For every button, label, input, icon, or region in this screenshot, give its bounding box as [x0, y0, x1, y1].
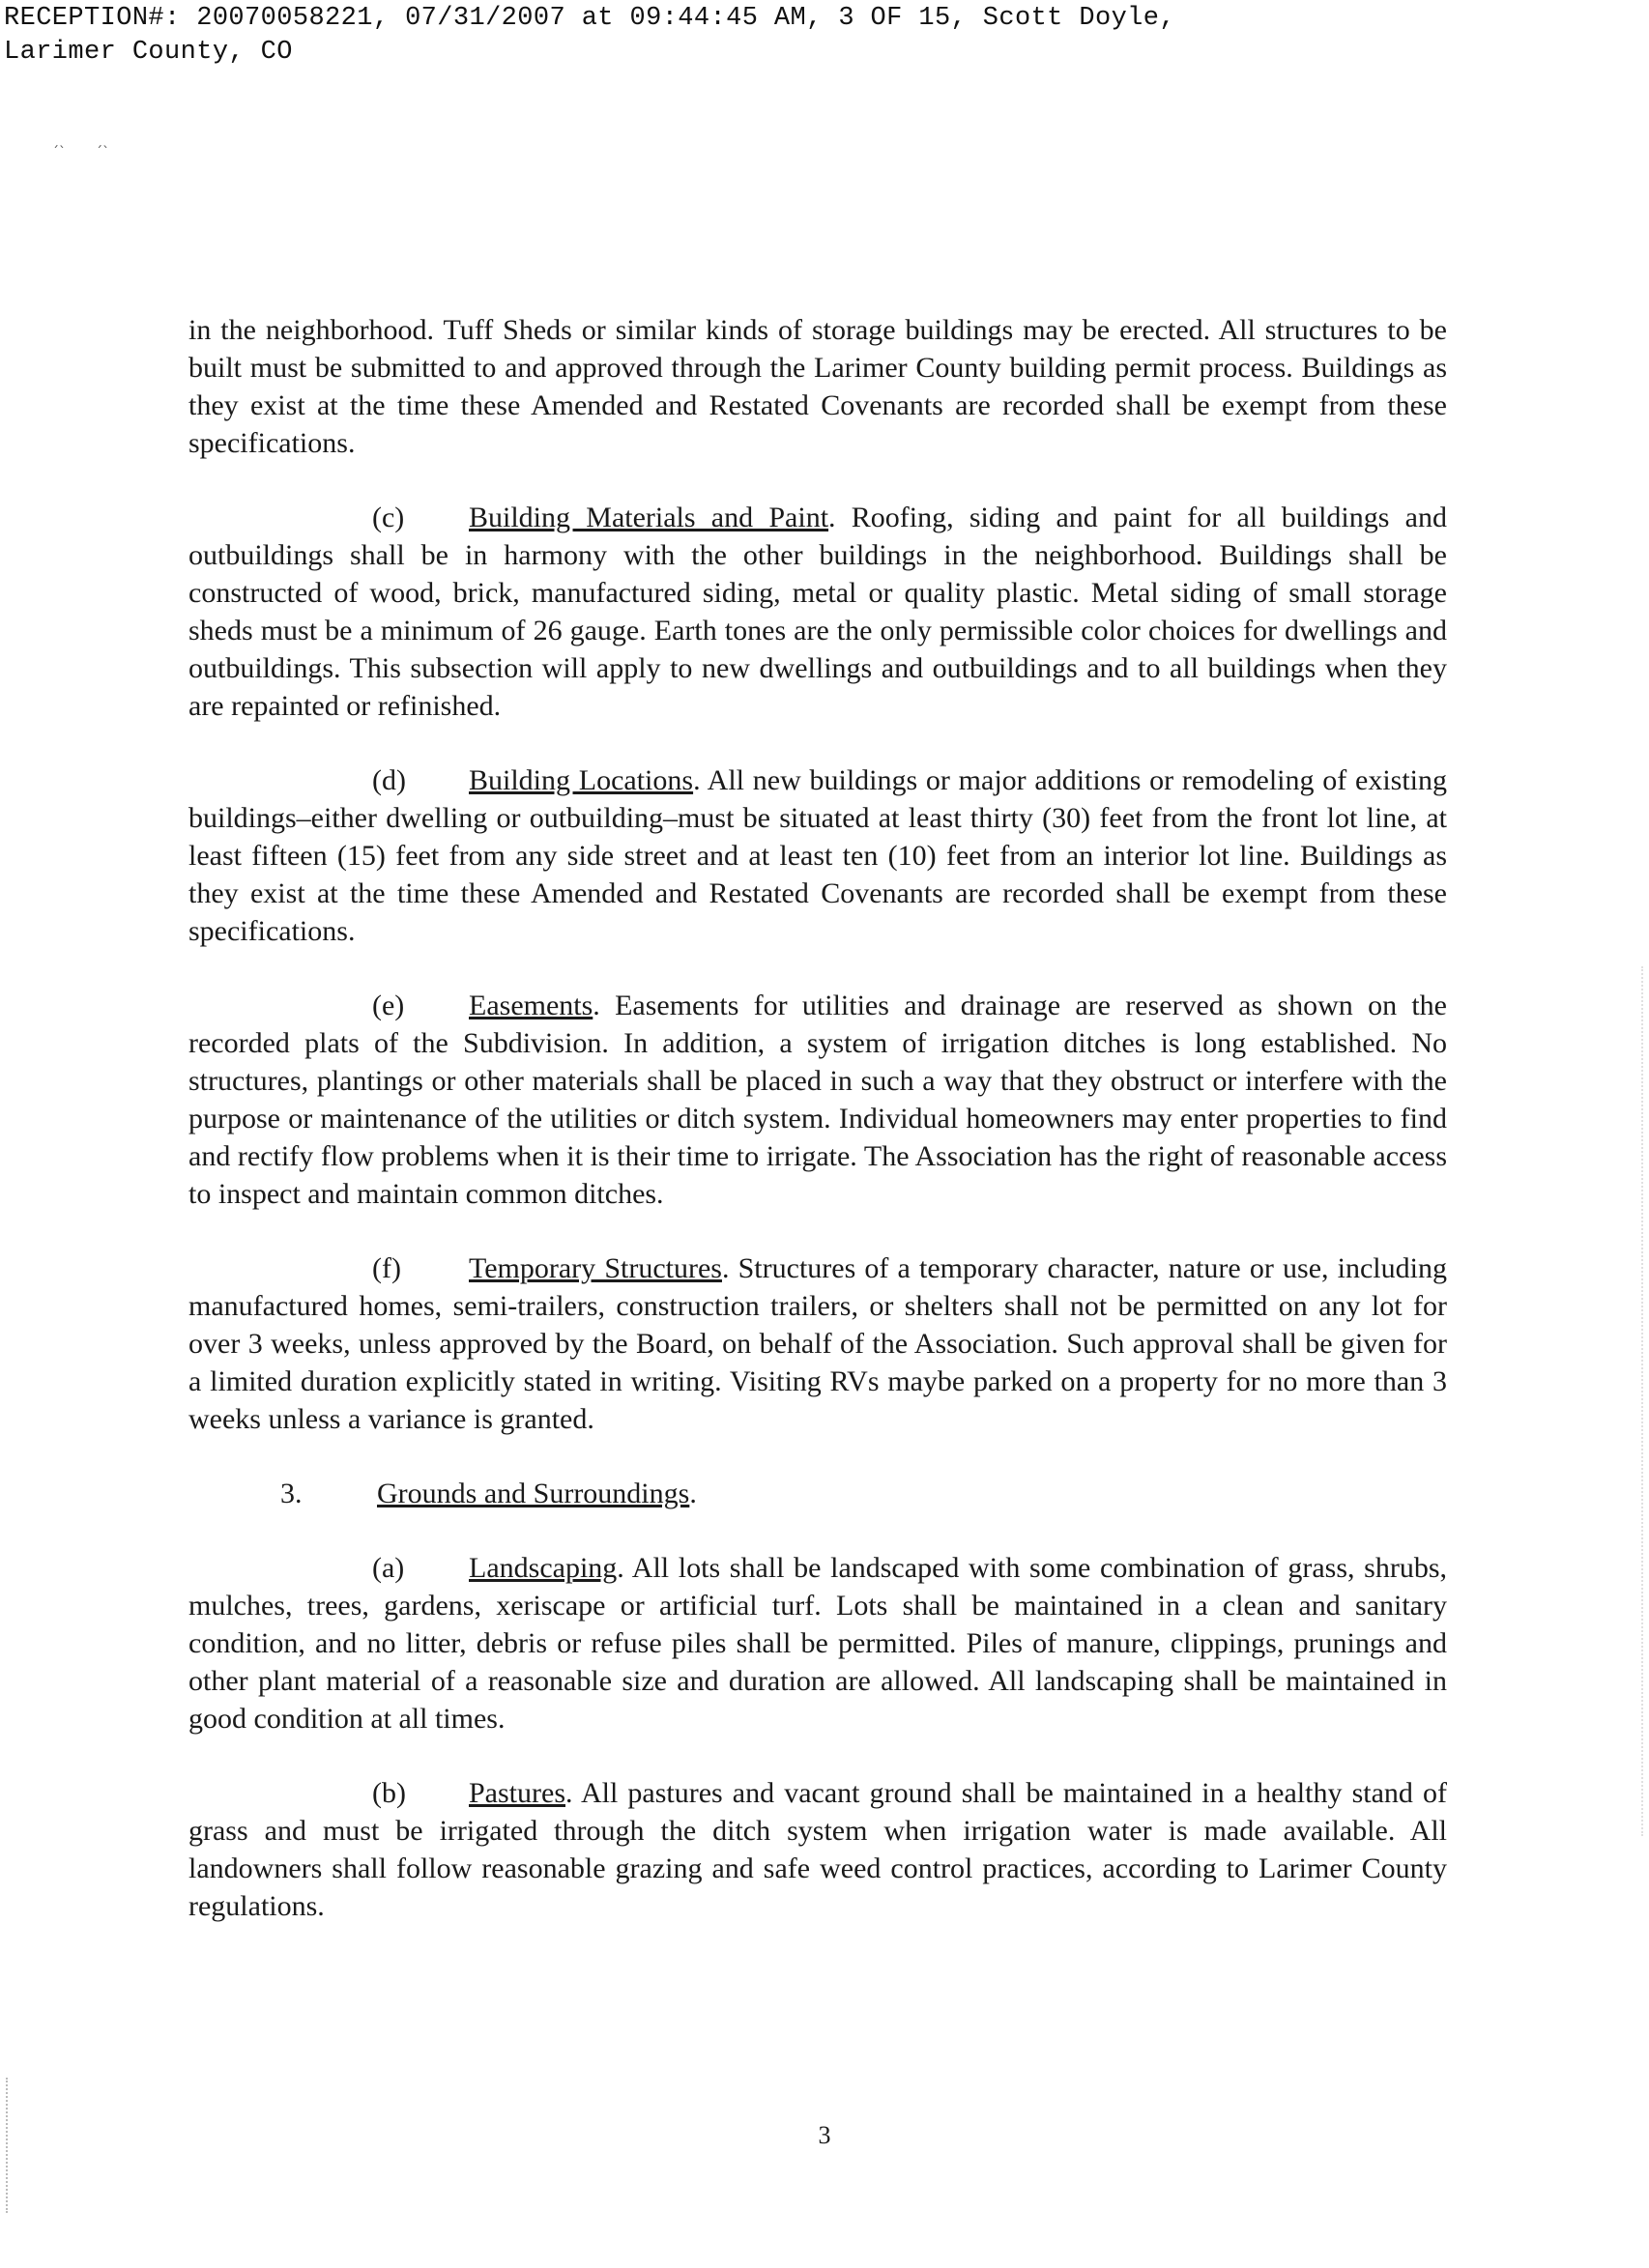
paragraph-f-label: (f) [372, 1252, 401, 1284]
paragraph-landscaping-title: Landscaping [469, 1552, 618, 1584]
paragraph-e [188, 987, 1447, 1213]
paragraph-continuation: in the neighborhood. Tuff Sheds or similar kinds of storage buildings may be erected. All structures to be built must be submitted to and approved through the Larimer County building permit process. Buildings as they exist at the time these Amended and Restated Covenants are recorded shall be exempt from these specifications. [188, 314, 1447, 459]
paragraph-landscaping [188, 1549, 1447, 1737]
paragraph-d [188, 761, 1447, 950]
section-3-period: . [689, 1478, 697, 1509]
section-3-heading [188, 1475, 1447, 1512]
paragraph-f-title: Temporary Structures [469, 1252, 722, 1284]
section-3-title: Grounds and Surroundings [377, 1478, 690, 1509]
document-body [188, 311, 1447, 1962]
paragraph-e-label: (e) [372, 990, 405, 1021]
reception-line-2: Larimer County, CO [4, 38, 293, 67]
paragraph-d-body: . All new buildings or major additions or remodeling of existing buildings–either dwelling or outbuilding–must be situated at least thirty (30) feet from the front lot line, at least fifteen (15) feet from any side street and at least ten (10) feet from an interior lot line. Buildings as they exist at the time these Amended and Restated Covenants are recorded shall be exempt from these specifications. [188, 764, 1447, 947]
scan-specks: ˊˋ ˊˋ [52, 145, 110, 160]
paragraph-c-label: (c) [372, 502, 405, 533]
paragraph-pastures-label: (b) [372, 1777, 406, 1809]
paragraph-e-title: Easements [469, 990, 593, 1021]
section-3-number: 3. [280, 1478, 303, 1509]
paragraph-e-body: . Easements for utilities and drainage are reserved as shown on the recorded plats of the Subdivision. In addition, a system of irrigation ditches is long established. No structures, plantings or other materials shall be placed in such a way that they obstruct or interfere with the purpose or maintenance of the utilities or ditch system. Individual homeowners may enter properties to find and rectify flow problems when it is their time to irrigate. The Association has the right of reasonable access to inspect and maintain common ditches. [188, 990, 1447, 1210]
paragraph-pastures-title: Pastures [469, 1777, 565, 1809]
paragraph-landscaping-body: . All lots shall be landscaped with some combination of grass, shrubs, mulches, trees, gardens, xeriscape or artificial turf. Lots shall be maintained in a clean and sanitary condition, and no litter, debris or refuse piles shall be permitted. Piles of manure, clippings, prunings and other plant material of a reasonable size and duration are allowed. All landscaping shall be maintained in good condition at all times. [188, 1552, 1447, 1735]
paragraph-c [188, 499, 1447, 725]
reception-line-1: RECEPTION#: 20070058221, 07/31/2007 at 09:44:45 AM, 3 OF 15, Scott Doyle, [4, 4, 1175, 33]
paragraph-d-label: (d) [372, 764, 406, 796]
paragraph-c-title: Building Materials and Paint [469, 502, 829, 533]
paragraph-f-body: . Structures of a temporary character, nature or use, including manufactured homes, semi-trailers, construction trailers, or shelters shall not be permitted on any lot for over 3 weeks, unless approved by the Board, on behalf of the Association. Such approval shall be given for a limited duration explicitly stated in writing. Visiting RVs maybe parked on a property for no more than 3 weeks unless a variance is granted. [188, 1252, 1447, 1435]
paragraph-pastures [188, 1774, 1447, 1925]
paragraph-d-title: Building Locations [469, 764, 694, 796]
reception-header [4, 2, 1454, 70]
page-number: 3 [818, 2121, 831, 2149]
scan-edge-marks-right [1637, 966, 1643, 1836]
paragraph-c-body: . Roofing, siding and paint for all buildings and outbuildings shall be in harmony with the other buildings in the neighborhood. Buildings shall be constructed of wood, brick, manufactured siding, metal or quality plastic. Metal siding of small storage sheds must be a minimum of 26 gauge. Earth tones are the only permissible color choices for dwellings and outbuildings. This subsection will apply to new dwellings and outbuildings and to all buildings when they are repainted or refinished. [188, 502, 1447, 722]
scan-edge-marks-left [6, 2078, 12, 2213]
paragraph-landscaping-label: (a) [372, 1552, 405, 1584]
paragraph-pastures-body: . All pastures and vacant ground shall be maintained in a healthy stand of grass and must be irrigated through the ditch system when irrigation water is made available. All landowners shall follow reasonable grazing and safe weed control practices, according to Larimer County regulations. [188, 1777, 1447, 1922]
paragraph-f [188, 1249, 1447, 1438]
